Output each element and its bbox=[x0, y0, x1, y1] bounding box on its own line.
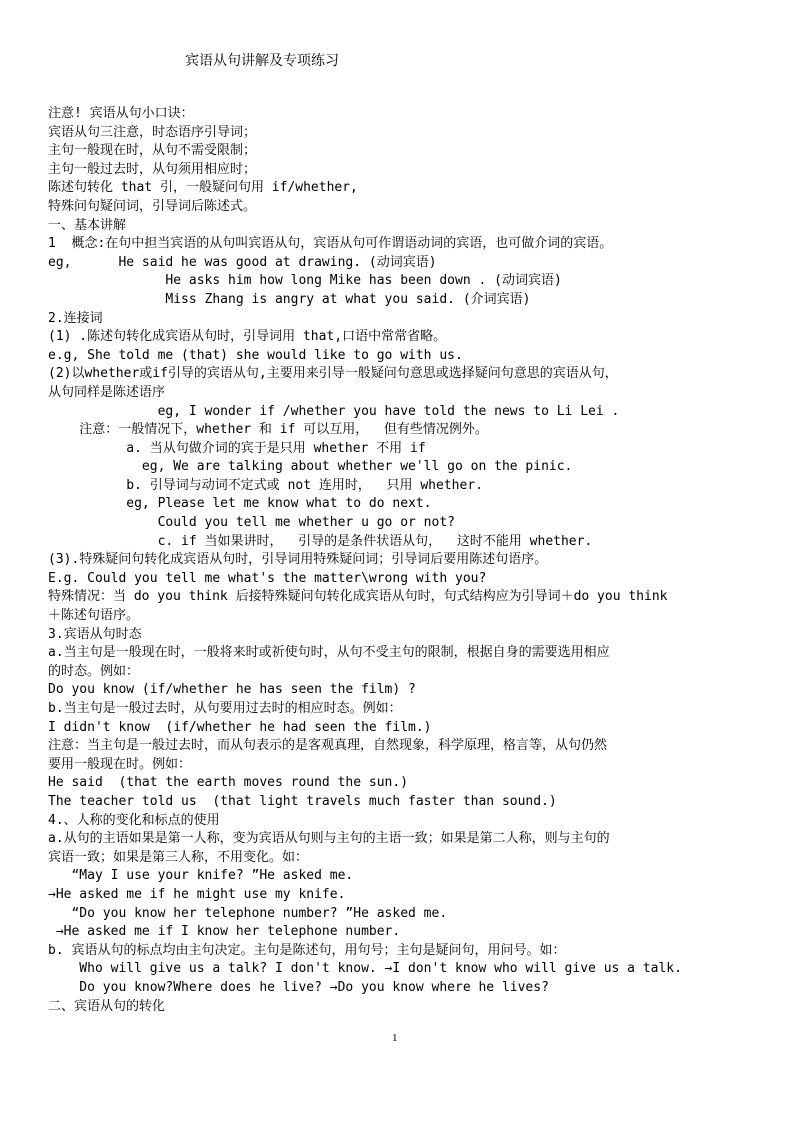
text-line: Do you know (if/whether he has seen the film) ? bbox=[48, 682, 416, 698]
text-line: 特殊问句疑问词，引导词后陈述式。 bbox=[48, 198, 257, 214]
text-line: 要用一般现在时。例如： bbox=[48, 756, 192, 772]
page-number: 1 bbox=[392, 1032, 398, 1044]
text-line: b. 宾语从句的标点均由主句决定。主句是陈述句，用句号；主句是疑问句，用问号。如： bbox=[48, 942, 566, 958]
text-line: He said (that the earth moves round the sun.) bbox=[48, 775, 409, 791]
text-line: a.当主句是一般现在时，一般将来时或祈使句时，从句不受主句的限制，根据自身的需要选用相应 bbox=[48, 645, 610, 661]
text-line: “May I use your knife? ”He asked me. bbox=[48, 868, 354, 884]
document-body bbox=[48, 105, 778, 1016]
text-line: →He asked me if I know her telephone number. bbox=[48, 924, 401, 940]
text-line: →He asked me if he might use my knife. bbox=[48, 886, 346, 902]
text-line: 1 概念:在句中担当宾语的从句叫宾语从句，宾语从句可作谓语动词的宾语，也可做介词的宾语。 bbox=[48, 236, 613, 252]
text-line: 从句同样是陈述语序 bbox=[48, 384, 166, 400]
text-line: (2)以whether或if引导的宾语从句,主要用来引导一般疑问句意思或选择疑问句意思的宾语从句， bbox=[48, 366, 618, 382]
text-line: 主句一般现在时，从句不需受限制； bbox=[48, 143, 257, 159]
text-line: eg, I wonder if /whether you have told the news to Li Lei . bbox=[48, 403, 620, 419]
text-line: a.从句的主语如果是第一人称，变为宾语从句则与主句的主语一致；如果是第二人称，则与主句的 bbox=[48, 831, 610, 847]
text-line: b.当主句是一般过去时，从句要用过去时的相应时态。例如： bbox=[48, 701, 402, 716]
text-line: (1) .陈述句转化成宾语从句时，引导词用 that,口语中常常省略。 bbox=[48, 329, 447, 345]
text-line: The teacher told us (that light travels much faster than sound.) bbox=[48, 793, 557, 809]
text-line: 二、宾语从句的转化 bbox=[48, 998, 166, 1014]
text-line: I didn't know (if/whether he had seen the film.) bbox=[48, 719, 432, 735]
text-line: 4.、人称的变化和标点的使用 bbox=[48, 812, 220, 828]
text-line: Do you know?Where does he live? →Do you know where he lives? bbox=[48, 979, 549, 995]
text-line: c. if 当如果讲时， 引导的是条件状语从句， 这时不能用 whether. bbox=[48, 533, 593, 549]
text-line: 一、基本讲解 bbox=[48, 217, 127, 233]
text-line: 宾语从句三注意，时态语序引导词； bbox=[48, 124, 257, 140]
text-line: 3.宾语从句时态 bbox=[48, 626, 142, 642]
text-line: b. 引导词与动词不定式或 not 连用时， 只用 whether. bbox=[48, 477, 483, 493]
text-line: eg, We are talking about whether we'll go on the pinic. bbox=[48, 459, 573, 475]
text-line: ＋陈述句语序。 bbox=[48, 608, 140, 624]
text-line: (3).特殊疑问句转化成宾语从句时，引导词用特殊疑问词；引导词后要用陈述句语序。 bbox=[48, 552, 548, 568]
text-line: Could you tell me whether u go or not? bbox=[48, 515, 455, 531]
text-line: 宾语一致；如果是第三人称，不用变化。如： bbox=[48, 849, 309, 865]
text-line: eg, He said he was good at drawing. (动词宾语) bbox=[48, 254, 437, 270]
text-line: 陈述句转化 that 引，一般疑问句用 if/whether, bbox=[48, 180, 358, 196]
text-line: e.g, She told me (that) she would like to go with us. bbox=[48, 347, 463, 363]
text-line: “Do you know her telephone number? ”He asked me. bbox=[48, 905, 448, 921]
text-line: 注意! 宾语从句小口诀： bbox=[48, 106, 194, 121]
text-line: Who will give us a talk? I don't know. →I don't know who will give us a talk. bbox=[48, 961, 682, 977]
text-line: a. 当从句做介词的宾于是只用 whether 不用 if bbox=[48, 440, 426, 456]
text-line: 注意：当主句是一般过去时，而从句表示的是客观真理，自然现象，科学原理，格言等，从句仍然 bbox=[48, 738, 608, 754]
text-line: Miss Zhang is angry at what you said. (介词宾语) bbox=[48, 291, 531, 307]
document-title: 宾语从句讲解及专项练习 bbox=[185, 53, 339, 69]
text-line: He asks him how long Mike has been down . (动词宾语) bbox=[48, 273, 562, 289]
text-line: 特殊情况：当 do you think 后接特殊疑问句转化成宾语从句时，句式结构应为引导词＋do you think bbox=[48, 589, 668, 605]
text-line: 注意：一般情况下，whether 和 if 可以互用， 但有些情况例外。 bbox=[48, 422, 488, 438]
text-line: 2.连接词 bbox=[48, 310, 103, 326]
text-line: 主句一般过去时，从句须用相应时； bbox=[48, 161, 257, 177]
text-line: eg, Please let me know what to do next. bbox=[48, 496, 432, 512]
text-line: 的时态。例如： bbox=[48, 663, 140, 679]
text-line: E.g. Could you tell me what's the matter\wrong with you? bbox=[48, 570, 487, 586]
